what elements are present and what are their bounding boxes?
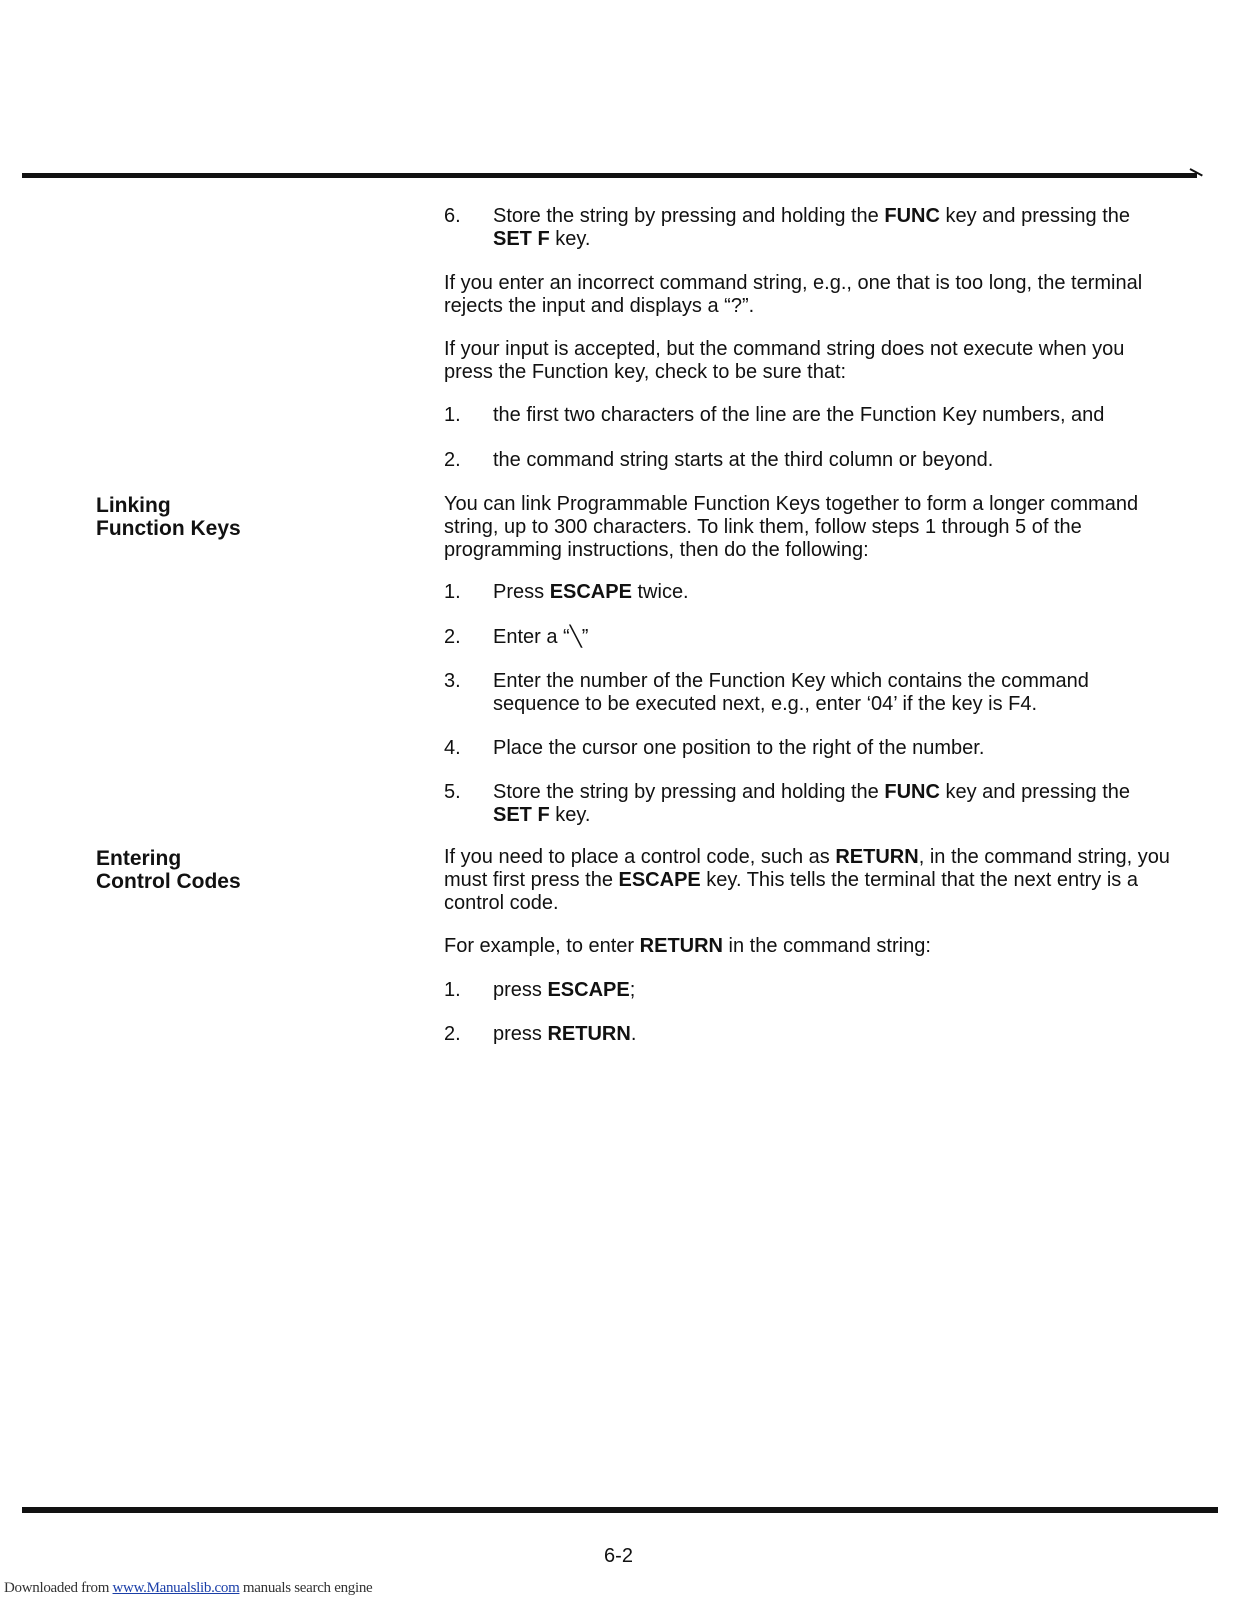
top-rule bbox=[22, 173, 1197, 178]
footer-suffix: manuals search engine bbox=[239, 1580, 373, 1596]
heading-linking-function-keys bbox=[96, 494, 241, 540]
paragraph-incorrect-input: If you enter an incorrect command string, e.g., one that is too long, the terminal rejects the input and displays a “?”. bbox=[444, 272, 1143, 317]
download-footer bbox=[4, 1580, 372, 1597]
step-number: 1. bbox=[444, 979, 461, 1001]
check-item bbox=[444, 404, 1174, 427]
bold-keyword: RETURN bbox=[639, 935, 723, 957]
check-number: 2. bbox=[444, 449, 461, 471]
control-step bbox=[444, 979, 1174, 1002]
paragraph-control-intro: If you need to place a control code, such as RETURN, in the command string, you must first press the ESCAPE key. This tells the terminal that the next entry is a control code. bbox=[444, 846, 1170, 914]
bottom-rule bbox=[22, 1507, 1218, 1513]
step-number: 2. bbox=[444, 626, 461, 648]
check-text: the command string starts at the third column or beyond. bbox=[493, 449, 994, 471]
step-text: Place the cursor one position to the right of the number. bbox=[493, 737, 985, 759]
check-text: the first two characters of the line are the Function Key numbers, and bbox=[493, 404, 1105, 426]
bold-keyword: ESCAPE bbox=[547, 979, 630, 1001]
step-number: 4. bbox=[444, 737, 461, 759]
step-text: Enter a “╲” bbox=[493, 626, 589, 648]
paragraph-linking-intro: You can link Programmable Function Keys together to form a longer command string, up to 300 characters. To link them, follow steps 1 through 5 of the programming instructions, then do the following: bbox=[444, 493, 1139, 561]
bold-keyword: SET F bbox=[493, 804, 550, 826]
paragraph-input-accepted: If your input is accepted, but the command string does not execute when you press the Function key, check to be sure that: bbox=[444, 338, 1125, 383]
linking-step bbox=[444, 737, 1174, 760]
heading-line: Control Codes bbox=[96, 870, 241, 893]
manualslib-link[interactable]: www.Manualslib.com bbox=[112, 1580, 240, 1596]
paragraph-control-example: For example, to enter RETURN in the command string: bbox=[444, 935, 931, 957]
bold-keyword: FUNC bbox=[884, 781, 940, 803]
page-number: 6-2 bbox=[604, 1545, 633, 1567]
bold-keyword: RETURN bbox=[835, 846, 919, 868]
heading-entering-control-codes bbox=[96, 847, 241, 893]
check-item bbox=[444, 449, 1174, 472]
heading-line: Entering bbox=[96, 847, 182, 870]
step-text: press RETURN. bbox=[493, 1023, 637, 1045]
bold-keyword: FUNC bbox=[884, 205, 940, 227]
step-number: 5. bbox=[444, 781, 461, 803]
step-number: 2. bbox=[444, 1023, 461, 1045]
step-text: Enter the number of the Function Key which contains the command sequence to be executed next, e.g., enter ‘04’ if the key is F4. bbox=[493, 670, 1089, 715]
step-number: 3. bbox=[444, 670, 461, 692]
linking-step bbox=[444, 781, 1174, 827]
bold-keyword: SET F bbox=[493, 228, 550, 250]
linking-step bbox=[444, 626, 1174, 649]
control-step bbox=[444, 1023, 1174, 1046]
bold-keyword: ESCAPE bbox=[549, 581, 632, 603]
footer-prefix: Downloaded from bbox=[4, 1580, 113, 1596]
step-text: press ESCAPE; bbox=[493, 979, 636, 1001]
step-6 bbox=[444, 205, 1174, 251]
step-text: Press ESCAPE twice. bbox=[493, 581, 689, 603]
linking-step bbox=[444, 581, 1174, 604]
step-number: 6. bbox=[444, 205, 461, 227]
step-text: Store the string by pressing and holding the FUNC key and pressing the SET F key. bbox=[493, 205, 1131, 250]
heading-line: Function Keys bbox=[96, 517, 241, 540]
linking-step bbox=[444, 670, 1174, 716]
step-number: 1. bbox=[444, 581, 461, 603]
check-number: 1. bbox=[444, 404, 461, 426]
bold-keyword: RETURN bbox=[547, 1023, 631, 1045]
heading-line: Linking bbox=[96, 494, 171, 517]
bold-keyword: ESCAPE bbox=[618, 869, 701, 891]
step-text: Store the string by pressing and holding the FUNC key and pressing the SET F key. bbox=[493, 781, 1131, 826]
